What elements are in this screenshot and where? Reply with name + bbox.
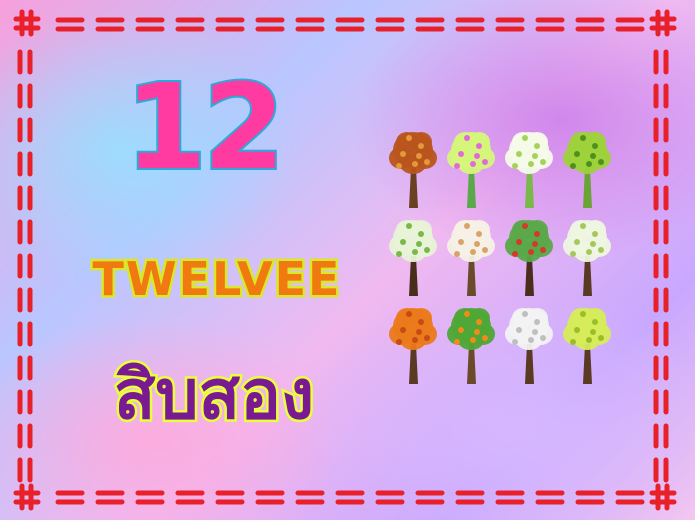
tree-icon [447, 308, 495, 384]
tree-accent-dot [580, 135, 586, 141]
tree-accent-dot [474, 241, 480, 247]
tree-accent-dot [522, 223, 528, 229]
tree-accent-dot [416, 329, 422, 335]
tree-accent-dot [470, 249, 476, 255]
tree-accent-dot [406, 135, 412, 141]
tree-accent-dot [534, 231, 540, 237]
tree-icon [389, 308, 437, 384]
tree-accent-dot [570, 339, 576, 345]
tree-accent-dot [454, 339, 460, 345]
thai-number-word: สิบสอง [113, 356, 315, 435]
tree-accent-dot [464, 223, 470, 229]
number-numeral: 12 [124, 58, 282, 196]
tree-accent-dot [592, 143, 598, 149]
tree-accent-dot [416, 153, 422, 159]
tree-accent-dot [424, 335, 430, 341]
english-number-word: TWELVEE [92, 252, 342, 306]
tree-accent-dot [528, 337, 534, 343]
tree-accent-dot [412, 249, 418, 255]
tree-accent-dot [586, 249, 592, 255]
tree-accent-dot [454, 163, 460, 169]
tree-accent-dot [418, 143, 424, 149]
tree-illustrations [383, 128, 623, 390]
tree-accent-dot [598, 335, 604, 341]
tree-accent-dot [476, 319, 482, 325]
tree-accent-dot [512, 339, 518, 345]
tree-accent-dot [406, 311, 412, 317]
tree-accent-dot [528, 249, 534, 255]
tree-accent-dot [396, 251, 402, 257]
tree-accent-dot [590, 329, 596, 335]
tree-accent-dot [590, 153, 596, 159]
tree-accent-dot [516, 239, 522, 245]
tree-accent-dot [396, 339, 402, 345]
tree-accent-dot [574, 239, 580, 245]
tree-accent-dot [598, 159, 604, 165]
tree-accent-dot [512, 251, 518, 257]
tree-accent-dot [522, 135, 528, 141]
tree-accent-dot [470, 337, 476, 343]
tree-accent-dot [522, 311, 528, 317]
tree-accent-dot [580, 223, 586, 229]
tree-icon [505, 132, 553, 208]
tree-accent-dot [476, 231, 482, 237]
tree-icon [563, 308, 611, 384]
tree-icon [563, 220, 611, 296]
tree-accent-dot [424, 159, 430, 165]
tree-accent-dot [400, 327, 406, 333]
tree-accent-dot [592, 231, 598, 237]
tree-accent-dot [598, 247, 604, 253]
tree-accent-dot [424, 247, 430, 253]
tree-icon [389, 132, 437, 208]
tree-accent-dot [470, 161, 476, 167]
tree-accent-dot [400, 151, 406, 157]
tree-accent-dot [540, 335, 546, 341]
tree-accent-dot [418, 319, 424, 325]
tree-accent-dot [416, 241, 422, 247]
tree-accent-dot [396, 163, 402, 169]
tree-accent-dot [516, 151, 522, 157]
tree-accent-dot [458, 151, 464, 157]
tree-accent-dot [586, 337, 592, 343]
tree-accent-dot [474, 329, 480, 335]
tree-accent-dot [400, 239, 406, 245]
tree-accent-dot [458, 327, 464, 333]
tree-accent-dot [482, 159, 488, 165]
tree-accent-dot [540, 247, 546, 253]
tree-accent-dot [534, 143, 540, 149]
tree-icon [447, 220, 495, 296]
tree-accent-dot [570, 251, 576, 257]
tree-accent-dot [418, 231, 424, 237]
tree-icon [505, 220, 553, 296]
tree-accent-dot [474, 153, 480, 159]
tree-accent-dot [512, 163, 518, 169]
tree-accent-dot [482, 247, 488, 253]
tree-accent-dot [464, 311, 470, 317]
tree-accent-dot [412, 161, 418, 167]
tree-accent-dot [534, 319, 540, 325]
tree-accent-dot [412, 337, 418, 343]
tree-accent-dot [574, 327, 580, 333]
tree-accent-dot [516, 327, 522, 333]
tree-accent-dot [458, 239, 464, 245]
tree-accent-dot [540, 159, 546, 165]
tree-accent-dot [532, 241, 538, 247]
tree-icon [563, 132, 611, 208]
tree-accent-dot [570, 163, 576, 169]
tree-accent-dot [482, 335, 488, 341]
tree-icon [505, 308, 553, 384]
tree-accent-dot [464, 135, 470, 141]
tree-accent-dot [406, 223, 412, 229]
tree-accent-dot [454, 251, 460, 257]
tree-icon [389, 220, 437, 296]
tree-accent-dot [574, 151, 580, 157]
tree-icon [447, 132, 495, 208]
tree-accent-dot [532, 329, 538, 335]
tree-accent-dot [580, 311, 586, 317]
tree-accent-dot [476, 143, 482, 149]
tree-accent-dot [590, 241, 596, 247]
tree-accent-dot [528, 161, 534, 167]
tree-accent-dot [592, 319, 598, 325]
tree-accent-dot [586, 161, 592, 167]
tree-accent-dot [532, 153, 538, 159]
